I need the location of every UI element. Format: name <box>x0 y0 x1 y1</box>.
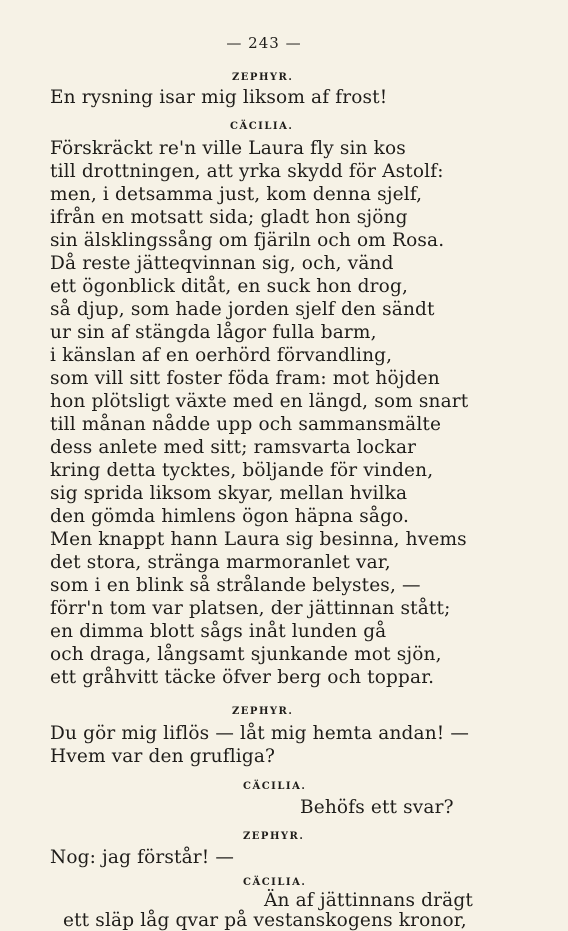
verse-line: som vill sitt foster föda fram: mot höjden <box>50 368 440 389</box>
verse-line: och draga, långsamt sjunkande mot sjön, <box>50 644 442 665</box>
verse-line: Nog: jag förstår! — <box>50 847 235 868</box>
verse-line: Hvem var den grufliga? <box>50 746 276 767</box>
verse-line: den gömda himlens ögon häpna sågo. <box>50 506 410 527</box>
speaker-label: CÄCILIA. <box>230 121 294 132</box>
verse-line: som i en blink så strålande belystes, — <box>50 575 421 596</box>
verse-line: ett släp låg qvar på vestanskogens kronor, <box>63 910 467 931</box>
verse-line: En rysning isar mig liksom af frost! <box>50 87 388 108</box>
verse-line: men, i detsamma just, kom denna sjelf, <box>50 184 423 205</box>
verse-line: Än af jättinnans drägt <box>264 890 473 911</box>
verse-line: ifrån en motsatt sida; gladt hon sjöng <box>50 207 408 228</box>
verse-line: Behöfs ett svar? <box>300 797 454 818</box>
verse-line: ur sin af stängda lågor fulla barm, <box>50 322 377 343</box>
verse-line: så djup, som hade jorden sjelf den sändt <box>50 299 435 320</box>
verse-line: Då reste jätteqvinnan sig, och, vänd <box>50 253 394 274</box>
verse-line: till drottningen, att yrka skydd för Astolf: <box>50 161 444 182</box>
verse-line: kring detta tycktes, böljande för vinden, <box>50 460 434 481</box>
verse-line: Förskräckt re'n ville Laura fly sin kos <box>50 138 406 159</box>
speaker-label: ZEPHYR. <box>232 706 294 717</box>
verse-line: dess anlete med sitt; ramsvarta lockar <box>50 437 417 458</box>
verse-line: förr'n tom var platsen, der jättinnan stått; <box>50 598 451 619</box>
verse-line: Du gör mig liflös — låt mig hemta andan! — <box>50 723 470 744</box>
speaker-label: ZEPHYR. <box>243 831 305 842</box>
verse-line: till månan nådde upp och sammansmälte <box>50 414 442 435</box>
verse-line: i känslan af en oerhörd förvandling, <box>50 345 393 366</box>
verse-line: hon plötsligt växte med en längd, som snart <box>50 391 469 412</box>
verse-line: sig sprida liksom skyar, mellan hvilka <box>50 483 408 504</box>
verse-line: sin älsklingssång om fjäriln och om Rosa. <box>50 230 445 251</box>
verse-line: ett ögonblick ditåt, en suck hon drog, <box>50 276 408 297</box>
speaker-label: ZEPHYR. <box>232 72 294 83</box>
verse-line: en dimma blott sågs inåt lunden gå <box>50 621 387 642</box>
verse-line: det stora, stränga marmoranlet var, <box>50 552 391 573</box>
speaker-label: CÄCILIA. <box>243 781 307 792</box>
speaker-label: CÄCILIA. <box>243 877 307 888</box>
verse-line: Men knappt hann Laura sig besinna, hvems <box>50 529 467 550</box>
verse-line: ett gråhvitt täcke öfver berg och toppar. <box>50 667 435 688</box>
page-number: — 243 — <box>226 34 302 52</box>
